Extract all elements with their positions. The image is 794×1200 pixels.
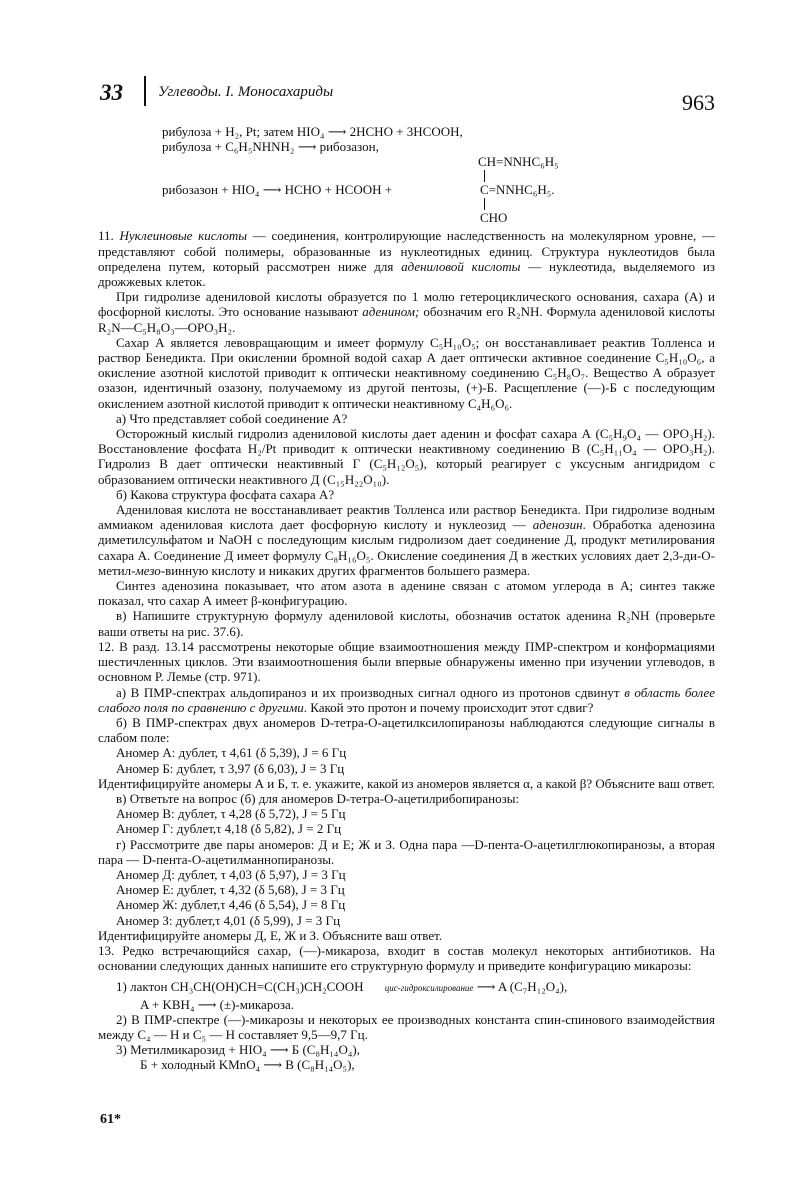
- chapter-number: 33: [100, 80, 123, 105]
- bond-line: [484, 170, 485, 182]
- anomer-line: Аномер Д: дублет, τ 4,03 (δ 5,97), J = 3 Гц: [116, 866, 346, 882]
- paragraph: Сахар А является левовращающим и имеет формулу C₅H₁₀O₅; он восстанавливает реактив Толленса и раствор Бенедикта. При окислении бромной водой сахар А дает оптически активное соединение C₅H₁₀O₆, а окисление азотной кислотой приводит к оптически неактивному соединению C₅H₈O₇. Вещество А образует озазон, идентичный озазону, получаемому из другой пентозы, (+)-Б. Расщепление (—)-Б с последующим окислением азотной кислотой приводит к оптически неактивному C₄H₆O₆.: [98, 334, 715, 411]
- page-body: [98, 124, 715, 1073]
- q12-intro: 12. В разд. 13.14 рассмотрены некоторые общие взаимоотношения между ПМР-спектром и конформациями шестичленных циклов. Эти взаимоотношения были впервые обнаружены именно при изучении углеводов, в основном Р. Лемье (стр. 971).: [98, 638, 715, 685]
- paragraph: Адениловая кислота не восстанавливает реактив Толленса или раствор Бенедикта. При гидролизе водным аммиаком адениловая кислота дает фосфорную кислоту и нуклеозид — аденозин. Обработка аденозина диметилсульфатом и NaOH с последующим кислым гидролизом дает соединение Д, продукт метилирования сахара А. Соединение Д имеет формулу C₈H₁₆O₅. Окисление соединения Д в жестких условиях дает 2,3-ди-О-метил-мезо-винную кислоту и никаких других фрагментов большего размера.: [98, 502, 715, 578]
- scheme-line: рибулоза + H₂, Pt; затем HIO₄ ⟶ 2HCHO + 3HCOOH,: [162, 124, 463, 139]
- micarose-step-3b: Б + холодный KMnO₄ ⟶ В (C₈H₁₄O₅),: [140, 1057, 355, 1073]
- reaction-condition: цис-гидроксилирование: [384, 983, 474, 994]
- question-b: б) В ПМР-спектрах двух аномеров D-тетра-О-ацетилксилопиранозы наблюдаются следующие сигналы в слабом поле:: [98, 714, 715, 746]
- chapter-title: Углеводы. I. Моносахариды: [158, 84, 334, 100]
- paragraph: Идентифицируйте аномеры А и Б, т. е. укажите, какой из аномеров является α, а какой β? Объясните ваш ответ.: [98, 775, 715, 791]
- signature-mark: 61*: [100, 1112, 121, 1127]
- anomer-line: Аномер А: дублет, τ 4,61 (δ 5,39), J = 6 Гц: [116, 745, 347, 761]
- question-b: б) Какова структура фосфата сахара А?: [116, 486, 335, 502]
- paragraph: При гидролизе адениловой кислоты образуется по 1 молю гетероциклического основания, сахара (А) и фосфорной кислоты. Это основание называют аденином; обозначим его R₂NH. Формула адениловой кислоты R₂N—C₅H₈O₃—OPO₃H₂.: [98, 289, 716, 335]
- micarose-step-1: 1) лактон CH₃CH(OH)CH=C(CH₃)CH₂COOH цис-гидроксилирование ⟶ A (C₇H₁₂O₄),: [116, 979, 568, 995]
- osazone-oxidation-scheme: [162, 154, 715, 228]
- anomer-line: Аномер Б: дублет, τ 3,97 (δ 6,03), J = 3 Гц: [116, 760, 345, 776]
- bond-line: [484, 198, 485, 210]
- struct-bot: CHO: [480, 210, 508, 226]
- question-a: а) В ПМР-спектрах альдопираноз и их производных сигнал одного из протонов сдвинут в область более слабого поля по сравнению с другими. Какой это протон и почему происходит этот сдвиг?: [98, 684, 715, 715]
- paragraph: Идентифицируйте аномеры Д, Е, Ж и З. Объясните ваш ответ.: [98, 927, 443, 943]
- micarose-step-1b: A + KBH₄ ⟶ (±)-микароза.: [140, 996, 294, 1012]
- anomer-line: Аномер В: дублет, τ 4,28 (δ 5,72), J = 5 Гц: [116, 806, 346, 822]
- paragraph: Синтез аденозина показывает, что атом азота в аденине связан с атомом углерода в А; синтез также показал, что сахар А имеет β-конфигурацию.: [98, 578, 715, 609]
- question-c: в) Напишите структурную формулу адениловой кислоты, обозначив остаток аденина R₂NH (проверьте ваши ответы на рис. 37.6).: [98, 608, 715, 639]
- question-g: г) Рассмотрите две пары аномеров: Д и Е; Ж и З. Одна пара —D-пента-О-ацетилглюкопиранозы, а вторая пара — D-пента-О-ацетилманнопиранозы.: [98, 836, 715, 867]
- anomer-line: Аномер Г: дублет,τ 4,18 (δ 5,82), J = 2 Гц: [116, 821, 342, 837]
- q13-intro: 13. Редко встречающийся сахар, (—)-микароза, входит в состав молекул некоторых антибиотиков. На основании следующих данных напишите его структурную формулу и приведите конфигурацию микарозы:: [98, 942, 715, 974]
- micarose-step-2: 2) В ПМР-спектре (—)-микарозы и некоторых ее производных константа спин-спинового взаимодействия между C₄ — H и C₅ — H составляет 9,5—9,7 Гц.: [98, 1011, 715, 1042]
- struct-left: рибозазон + HIO₄ ⟶ HCHO + HCOOH +: [162, 182, 393, 198]
- header-divider: [144, 76, 146, 106]
- struct-top: CH=NNHC₆H₅: [478, 154, 559, 170]
- q11-intro: 11. Нуклеиновые кислоты — соединения, контролирующие наследственность на молекулярном уровне, — представляют собой полимеры, образованные из нуклеотидных единиц. Структура нуклеотидов была определена путем, который рассмотрен ниже для адениловой кислоты — нуклеотида, выделяемого из дрожжевых клеток.: [98, 228, 715, 290]
- question-a: а) Что представляет собой соединение А?: [116, 410, 348, 426]
- struct-mid: C=NNHC₆H₅.: [480, 182, 555, 198]
- page-number: 963: [682, 90, 715, 115]
- question-v: в) Ответьте на вопрос (б) для аномеров D-тетра-О-ацетилрибопиранозы:: [116, 790, 520, 806]
- anomer-line: Аномер Ж: дублет,τ 4,46 (δ 5,54), J = 8 Гц: [116, 897, 346, 913]
- scheme-line: рибулоза + C₆H₅NHNH₂ ⟶ рибозазон,: [162, 139, 379, 155]
- paragraph: Осторожный кислый гидролиз адениловой кислоты дает аденин и фосфат сахара А (C₅H₉O₄ — OPO₃H₂). Восстановление фосфата H₂/Pt приводит к оптически неактивному соединению В (C₅H₁₁O₄ — OPO₃H₂). Гидролиз В дает оптически неактивный Г (C₅H₁₂O₅), который реагирует с уксусным ангидридом с образованием оптически неактивного Д (C₁₅H₂₂O₁₀).: [98, 426, 715, 487]
- anomer-line: Аномер Е: дублет, τ 4,32 (δ 5,68), J = 3 Гц: [116, 882, 345, 898]
- anomer-line: Аномер З: дублет,τ 4,01 (δ 5,99), J = 3 Гц: [116, 912, 341, 928]
- micarose-step-3: 3) Метилмикарозид + HIO₄ ⟶ Б (C₈H₁₄O₄),: [116, 1042, 360, 1058]
- page-header: [100, 74, 720, 114]
